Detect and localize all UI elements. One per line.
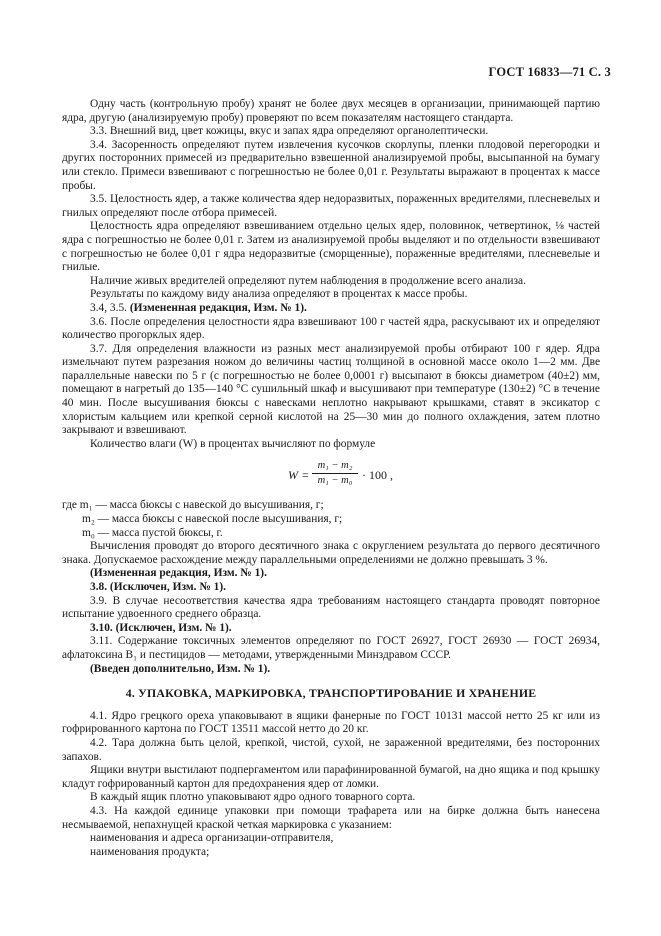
- amendment-label: (Измененная редакция, Изм. № 1).: [129, 301, 307, 314]
- paragraph: Количество влаги (W) в процентах вычисляют по формуле: [90, 437, 376, 450]
- paragraph: Наличие живых вредителей определяют путем наблюдения в продолжение всего анализа.: [90, 274, 526, 287]
- legend-row: m₀ — масса пустой бюксы, г.: [82, 526, 223, 539]
- paragraph: 3.11. Содержание токсичных элементов определяют по ГОСТ 26927, ГОСТ 26930 — ГОСТ 26934, афлатоксина B₁ и пестицидов — методами, утвержденными Минздравом СССР.: [62, 635, 600, 661]
- paragraph: Ящики внутри выстилают подпергаментом или парафинированной бумагой, на дно ящика и под крышку кладут гофрированный картон для предохранения ядер от ломки.: [62, 764, 600, 790]
- paragraph: Целостность ядра определяют взвешиванием отдельно целых ядер, половинок, четвертинок, ⅛ частей ядра с погрешностью не более 0,01 г. Затем из анализируемой пробы выделяют и по отдельности взвешивают с погрешностью не более 0,01 г ядра недоразвитые (сморщенные), пораженные вредителями, плесневелые и гнилые.: [62, 220, 600, 274]
- formula-legend: [62, 499, 600, 540]
- excluded-clause: 3.8. (Исключен, Изм. № 1).: [90, 581, 226, 593]
- formula-equals: =: [302, 468, 309, 483]
- paragraph: 3.9. В случае несоответствия качества ядра требованиям настоящего стандарта проводят повторное испытание удвоенного среднего образца.: [62, 594, 600, 621]
- paragraph: 3.4. Засоренность определяют путем извлечения кусочков скорлупы, пленки плодовой перегородки и других посторонних примесей из предварительно взвешенной анализируемой пробы, высыпанной на бумагу или стекло. Примеси взвешивают с погрешностью не более 0,01 г. Результаты выражают в процентах к массе пробы.: [62, 138, 600, 192]
- amendment-note: (Измененная редакция, Изм. № 1).: [90, 567, 267, 580]
- moisture-formula: [62, 459, 600, 493]
- legend-row: m₂ — масса бюксы с навеской после высушивания, г;: [82, 513, 343, 526]
- paragraph: 3.3. Внешний вид, цвет кожицы, вкус и запах ядра определяют органолептически.: [90, 125, 489, 138]
- paragraph: 4.1. Ядро грецкого ореха упаковывают в ящики фанерные по ГОСТ 10131 массой нетто 25 кг или из гофрированного картона по ГОСТ 13511 массой нетто до 20 кг.: [62, 709, 600, 736]
- paragraph: 3.7. Для определения влажности из разных мест анализируемой пробы отбирают 100 г ядер. Ядра измельчают путем разрезания ножом до величины частиц толщиной в основной массе около 1—2 мм. Две параллельные навески по 5 г (с погрешностью не более 0,0001 г) высыпают в бюксы диаметром (40±2) мм, помещают в нагретый до 135—140 °С сушильный шкаф и высушивают при температуре (130±2) °С в течение 40 мин. После высушивания бюксы с навесками неплотно накрывают крышками, ставят в эксикатор с хлористым кальцием или крепкой серной кислотой на 25—30 мин до полного охлаждения, затем плотно закрывают и взвешивают.: [62, 342, 600, 437]
- paragraph: 4.2. Тара должна быть целой, крепкой, чистой, сухой, не зараженной вредителями, без посторонних запахов.: [62, 736, 600, 763]
- paragraph: Вычисления проводят до второго десятичного знака с округлением результата до первого десятичного знака. Допускаемое расхождение между параллельными определениями не должно превышать 3 %.: [62, 540, 600, 566]
- list-item: наименования продукта;: [90, 845, 210, 858]
- paragraph: Результаты по каждому виду анализа определяют в процентах к массе пробы.: [90, 288, 468, 301]
- list-item: наименования и адреса организации-отправителя,: [90, 832, 334, 845]
- formula-numerator: m₁ − m₂: [312, 459, 358, 474]
- paragraph: В каждый ящик плотно упаковывают ядро одного товарного сорта.: [90, 791, 416, 804]
- document-body: [62, 98, 600, 859]
- clause-ref: 3.4, 3.5.: [90, 301, 128, 314]
- section-heading: 4. УПАКОВКА, МАРКИРОВКА, ТРАНСПОРТИРОВАНИЕ И ХРАНЕНИЕ: [125, 686, 537, 701]
- page-header: ГОСТ 16833—71 С. 3: [488, 65, 611, 79]
- amendment-note: (Введен дополнительно, Изм. № 1).: [90, 662, 271, 675]
- excluded-clause: 3.10. (Исключен, Изм. № 1).: [90, 621, 232, 634]
- paragraph: Одну часть (контрольную пробу) хранят не более двух месяцев в организации, принимающей партию ядра, другую (анализируемую пробу) проверяют по всем показателям настоящего стандарта.: [62, 98, 600, 124]
- paragraph: 3.6. После определения целостности ядра взвешивают 100 г частей ядра, раскусывают их и определяют количество прогорклых ядер.: [62, 315, 600, 342]
- paragraph: 3.5. Целостность ядер, а также количества ядер недоразвитых, пораженных вредителями, плесневелых и гнилых определяют после отбора примесей.: [62, 193, 600, 219]
- formula-rhs: · 100 ,: [362, 468, 393, 483]
- formula-denominator: m₁ − m₀: [317, 475, 353, 487]
- formula-fraction: [312, 459, 358, 488]
- amendment-note: [62, 302, 600, 316]
- legend-row: где m₁ — масса бюксы с навеской до высушивания, г;: [62, 499, 324, 512]
- formula-lhs: W: [288, 468, 298, 483]
- paragraph: 4.3. На каждой единице упаковки при помощи трафарета или на бирке должна быть нанесена несмываемой, непахнущей краской четкая маркировка с указанием:: [62, 804, 600, 831]
